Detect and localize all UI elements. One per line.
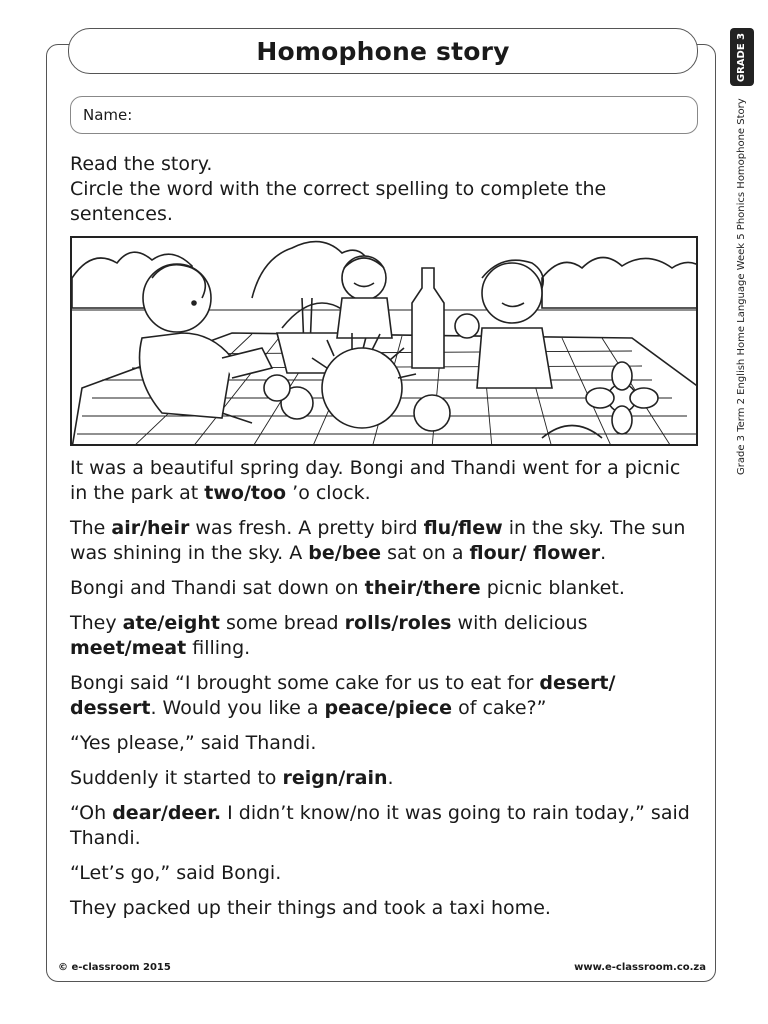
- story-text-run: They packed up their things and took a taxi home.: [70, 897, 551, 919]
- story-text-run: Bongi said “I brought some cake for us to eat for: [70, 672, 540, 694]
- story-text: [70, 456, 700, 931]
- grade-label: GRADE 3: [736, 32, 748, 82]
- story-paragraph: [70, 516, 700, 566]
- word-choice[interactable]: peace/piece: [324, 697, 453, 719]
- word-choice[interactable]: desert/ dessert: [70, 672, 616, 719]
- story-text-run: They: [70, 612, 123, 634]
- story-paragraph: [70, 766, 700, 791]
- story-text-run: of cake?”: [452, 697, 547, 719]
- story-paragraph: [70, 731, 700, 756]
- story-text-run: with delicious: [451, 612, 588, 634]
- story-text-run: Suddenly it started to: [70, 767, 283, 789]
- story-text-run: .: [387, 767, 394, 789]
- title-banner: [68, 28, 698, 74]
- story-text-run: filling.: [186, 637, 251, 659]
- story-text-run: It was a beautiful spring day. Bongi and Thandi went for a picnic in the park at: [70, 457, 681, 504]
- story-paragraph: [70, 611, 700, 661]
- story-text-run: some bread: [219, 612, 345, 634]
- story-text-run: ’o clock.: [286, 482, 371, 504]
- story-paragraph: [70, 671, 700, 721]
- story-text-run: I didn’t know/no it was going to rain today,” said Thandi.: [70, 802, 690, 849]
- word-choice[interactable]: air/heir: [111, 517, 190, 539]
- story-text-run: “Oh: [70, 802, 113, 824]
- grade-tab: [730, 28, 754, 86]
- story-text-run: “Let’s go,” said Bongi.: [70, 862, 282, 884]
- word-choice[interactable]: their/there: [364, 577, 481, 599]
- story-paragraph: [70, 576, 700, 601]
- instruction-circle: Circle the word with the correct spelling to complete the sentences.: [70, 178, 607, 225]
- story-text-run: “Yes please,” said Thandi.: [70, 732, 317, 754]
- word-choice[interactable]: be/bee: [308, 542, 382, 564]
- story-text-run: The: [70, 517, 112, 539]
- name-label: Name:: [83, 106, 133, 124]
- picnic-drawing: [72, 238, 698, 446]
- word-choice[interactable]: meet/meat: [70, 637, 187, 659]
- story-text-run: Bongi and Thandi sat down on: [70, 577, 365, 599]
- copyright: © e-classroom 2015: [58, 962, 171, 973]
- word-choice[interactable]: dear/deer.: [112, 802, 222, 824]
- story-text-run: was fresh. A pretty bird: [189, 517, 424, 539]
- story-paragraph: [70, 896, 700, 921]
- story-text-run: .: [600, 542, 607, 564]
- story-paragraph: [70, 456, 700, 506]
- story-text-run: sat on a: [381, 542, 470, 564]
- story-text-run: picnic blanket.: [480, 577, 625, 599]
- story-paragraph: [70, 861, 700, 886]
- course-label: Grade 3 Term 2 English Home Language Week 5 Phonics Homophone Story: [736, 98, 747, 475]
- instruction-read: Read the story.: [70, 153, 213, 175]
- word-choice[interactable]: two/too: [204, 482, 287, 504]
- word-choice[interactable]: rolls/roles: [344, 612, 452, 634]
- picnic-illustration: [70, 236, 698, 446]
- story-paragraph: [70, 801, 700, 851]
- story-text-run: in the sky. The sun was shining in the sky. A: [70, 517, 686, 564]
- instructions: [70, 152, 710, 227]
- word-choice[interactable]: flour/ flower: [469, 542, 601, 564]
- story-text-run: . Would you like a: [150, 697, 325, 719]
- page-title: Homophone story: [256, 36, 510, 66]
- word-choice[interactable]: flu/flew: [423, 517, 503, 539]
- name-field[interactable]: [70, 96, 698, 134]
- word-choice[interactable]: ate/eight: [122, 612, 220, 634]
- word-choice[interactable]: reign/rain: [282, 767, 388, 789]
- website-link[interactable]: www.e-classroom.co.za: [574, 962, 706, 973]
